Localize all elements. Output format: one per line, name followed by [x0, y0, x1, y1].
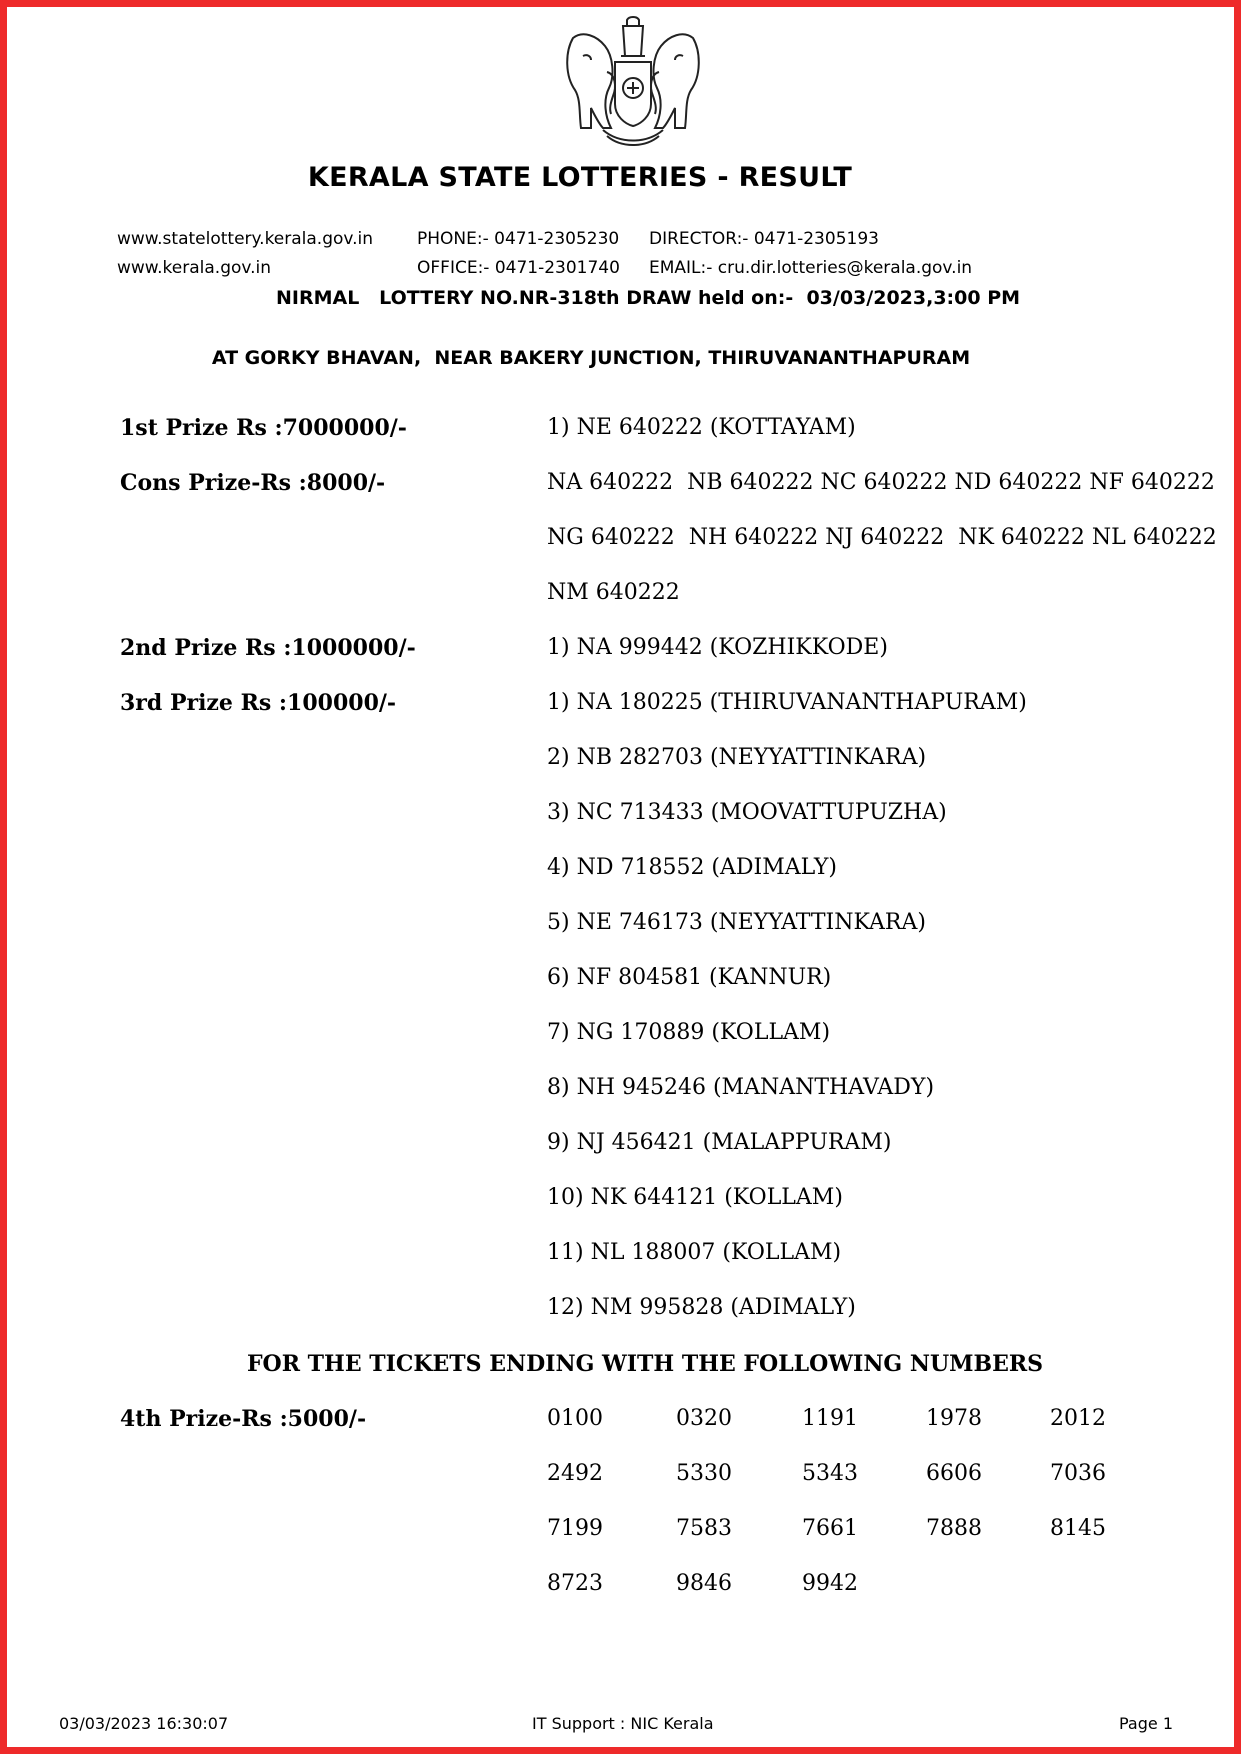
fourth-prize-number: 7199 [547, 1516, 603, 1541]
footer-page-number: Page 1 [1119, 1714, 1173, 1733]
cons-prize-line: NA 640222 NB 640222 NC 640222 ND 640222 NF 640222 [547, 470, 1215, 495]
phone-number: PHONE:- 0471-2305230 [417, 229, 620, 249]
fourth-prize-number: 8145 [1050, 1516, 1106, 1541]
cons-prize-label: Cons Prize-Rs :8000/- [120, 470, 386, 496]
kerala-state-emblem-icon [559, 16, 707, 150]
cons-prize-line: NM 640222 [547, 580, 680, 605]
office-phone: OFFICE:- 0471-2301740 [417, 258, 620, 278]
third-prize-winner: 3) NC 713433 (MOOVATTUPUZHA) [547, 800, 947, 825]
cons-prize-line: NG 640222 NH 640222 NJ 640222 NK 640222 NL 640222 [547, 525, 1217, 550]
third-prize-winner: 2) NB 282703 (NEYYATTINKARA) [547, 745, 927, 770]
fourth-prize-number: 9942 [802, 1571, 858, 1596]
fourth-prize-number: 0320 [676, 1406, 732, 1431]
fourth-prize-number: 9846 [676, 1571, 732, 1596]
first-prize-label: 1st Prize Rs :7000000/- [120, 415, 407, 441]
fourth-prize-number: 2492 [547, 1461, 603, 1486]
fourth-prize-number: 1191 [802, 1406, 858, 1431]
website-link-lottery[interactable]: www.statelottery.kerala.gov.in [117, 229, 374, 249]
second-prize-winner: 1) NA 999442 (KOZHIKKODE) [547, 635, 888, 660]
fourth-prize-number: 6606 [926, 1461, 982, 1486]
third-prize-winner: 5) NE 746173 (NEYYATTINKARA) [547, 910, 926, 935]
draw-venue: AT GORKY BHAVAN, NEAR BAKERY JUNCTION, THIRUVANANTHAPURAM [211, 347, 971, 369]
third-prize-winner: 7) NG 170889 (KOLLAM) [547, 1020, 831, 1045]
ending-numbers-heading: FOR THE TICKETS ENDING WITH THE FOLLOWING NUMBERS [246, 1351, 1044, 1377]
second-prize-label: 2nd Prize Rs :1000000/- [120, 635, 416, 661]
third-prize-label: 3rd Prize Rs :100000/- [120, 690, 397, 716]
fourth-prize-number: 0100 [547, 1406, 603, 1431]
draw-info: NIRMAL LOTTERY NO.NR-318th DRAW held on:- 03/03/2023,3:00 PM [276, 287, 1021, 309]
third-prize-winner: 1) NA 180225 (THIRUVANANTHAPURAM) [547, 690, 1027, 715]
first-prize-winner: 1) NE 640222 (KOTTAYAM) [547, 415, 856, 440]
fourth-prize-number: 5343 [802, 1461, 858, 1486]
fourth-prize-label: 4th Prize-Rs :5000/- [120, 1406, 367, 1432]
third-prize-winner: 4) ND 718552 (ADIMALY) [547, 855, 837, 880]
fourth-prize-number: 8723 [547, 1571, 603, 1596]
fourth-prize-number: 2012 [1050, 1406, 1106, 1431]
fourth-prize-number: 7583 [676, 1516, 732, 1541]
third-prize-winner: 10) NK 644121 (KOLLAM) [547, 1185, 843, 1210]
third-prize-winner: 6) NF 804581 (KANNUR) [547, 965, 832, 990]
fourth-prize-number: 7036 [1050, 1461, 1106, 1486]
email-address[interactable]: EMAIL:- cru.dir.lotteries@kerala.gov.in [649, 258, 973, 278]
third-prize-winner: 11) NL 188007 (KOLLAM) [547, 1240, 842, 1265]
director-phone: DIRECTOR:- 0471-2305193 [649, 229, 879, 249]
website-link-kerala[interactable]: www.kerala.gov.in [117, 258, 272, 278]
fourth-prize-number: 5330 [676, 1461, 732, 1486]
third-prize-winner: 8) NH 945246 (MANANTHAVADY) [547, 1075, 935, 1100]
fourth-prize-number: 1978 [926, 1406, 982, 1431]
fourth-prize-number: 7661 [802, 1516, 858, 1541]
page-title: KERALA STATE LOTTERIES - RESULT [307, 162, 853, 193]
third-prize-winner: 12) NM 995828 (ADIMALY) [547, 1295, 856, 1320]
footer-timestamp: 03/03/2023 16:30:07 [59, 1714, 229, 1733]
footer-support: IT Support : NIC Kerala [532, 1714, 714, 1733]
third-prize-winner: 9) NJ 456421 (MALAPPURAM) [547, 1130, 892, 1155]
fourth-prize-number: 7888 [926, 1516, 982, 1541]
